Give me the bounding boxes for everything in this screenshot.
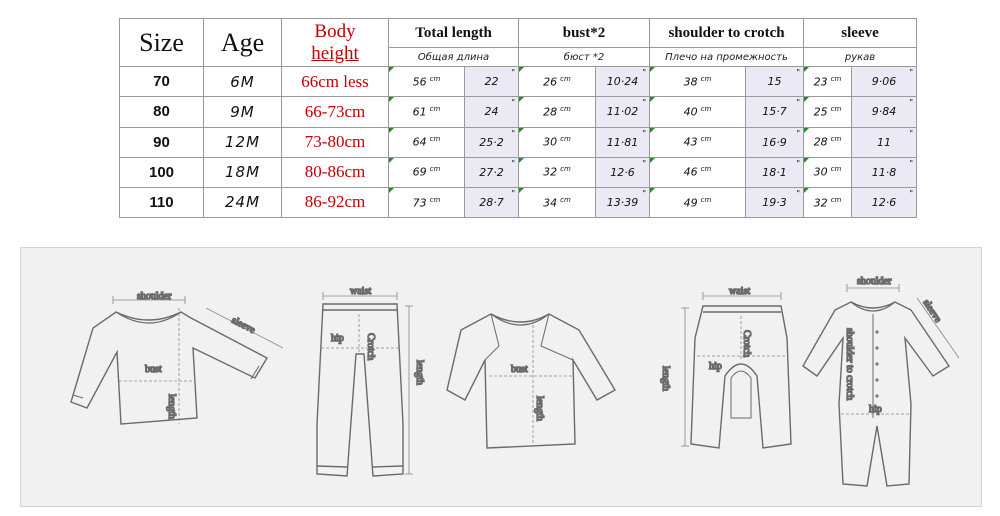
romper-hip-label: hip <box>869 404 882 415</box>
cell-corner-marker <box>389 97 394 102</box>
total-length-cm-value: 64 <box>412 135 427 149</box>
size-cell: 70 <box>120 67 204 97</box>
shoulder-crotch-cm-cell <box>650 157 746 187</box>
cell-corner-marker <box>389 128 394 133</box>
cm-unit: cm <box>560 105 571 114</box>
bust-cm-value: 30 <box>543 135 558 149</box>
inch-mark: " <box>796 128 801 138</box>
sleeve-cm-cell <box>804 67 852 97</box>
size-cell: 110 <box>120 187 204 217</box>
table-row <box>120 97 917 127</box>
inch-mark: " <box>796 98 801 108</box>
inch-mark: " <box>642 68 647 78</box>
shoulder-crotch-cm-value: 49 <box>683 196 698 210</box>
inch-mark: " <box>909 128 914 138</box>
shirt1-bust-label: bust <box>145 364 162 375</box>
shirt1-shoulder-label: shoulder <box>137 291 172 302</box>
bust-cm-value: 34 <box>543 196 558 210</box>
romper-shoulder-crotch-label: shoulder to crotch <box>844 328 855 401</box>
sleeve-inch-cell <box>852 67 917 97</box>
cell-corner-marker <box>804 158 809 163</box>
cell-corner-marker <box>389 67 394 72</box>
total-length-cm-cell <box>389 187 465 217</box>
bust-cm-cell <box>519 127 596 157</box>
pants2-crotch-label: Crotch <box>741 330 752 358</box>
inch-mark: " <box>511 128 516 138</box>
sleeve-cm-value: 28 <box>813 135 828 149</box>
cm-unit: cm <box>700 105 712 114</box>
cm-unit: cm <box>429 135 441 144</box>
total-length-inch-value: 27·2 <box>479 165 504 179</box>
shoulder-crotch-cm-cell <box>650 127 746 157</box>
bust-cm-cell <box>519 67 596 97</box>
bust-subheader: бюст *2 <box>519 48 650 67</box>
total-length-inch-value: 22 <box>484 75 499 89</box>
shirt1-sleeve-label: sleeve <box>229 314 257 337</box>
size-cell: 80 <box>120 97 204 127</box>
shoulder-crotch-cm-cell <box>650 67 746 97</box>
pants2-length-label: length <box>660 366 671 391</box>
cm-unit: cm <box>830 74 842 83</box>
total-length-cm-cell <box>389 127 465 157</box>
age-cell: 9M <box>204 97 282 127</box>
body-height-cell: 66cm less <box>282 67 389 97</box>
shoulder-crotch-inch-value: 19·3 <box>762 195 787 209</box>
inch-mark: " <box>909 158 914 168</box>
inch-mark: " <box>642 98 647 108</box>
body-height-header-line1: Body <box>314 20 356 42</box>
bust-inch-cell <box>596 97 650 127</box>
body-height-header-line2: height <box>311 42 359 64</box>
shoulder-crotch-inch-value: 15·7 <box>762 105 787 119</box>
inch-mark: " <box>511 98 516 108</box>
shoulder-crotch-inch-cell <box>746 97 804 127</box>
sleeve-inch-value: 11·8 <box>871 165 897 179</box>
shoulder-crotch-cm-cell <box>650 97 746 127</box>
cm-unit: cm <box>560 74 571 83</box>
cm-unit: cm <box>429 195 441 204</box>
inch-mark: " <box>511 68 516 78</box>
sleeve-inch-cell <box>852 187 917 217</box>
sleeve-cm-value: 32 <box>813 196 828 210</box>
pants-diagram-1 <box>317 286 425 476</box>
cell-corner-marker <box>804 67 809 72</box>
inch-mark: " <box>796 68 801 78</box>
total-length-subheader: Общая длина <box>389 48 519 67</box>
shoulder-crotch-subheader: Плечо на промежность <box>650 48 804 67</box>
total-length-inch-cell <box>465 187 519 217</box>
total-length-header: Total length <box>389 19 519 48</box>
bust-inch-cell <box>596 67 650 97</box>
cell-corner-marker <box>650 67 655 72</box>
romper-diagram <box>803 276 959 486</box>
body-height-cell: 86-92cm <box>282 187 389 217</box>
total-length-inch-value: 25·2 <box>479 135 504 149</box>
cm-unit: cm <box>700 195 712 204</box>
bust-cm-value: 28 <box>543 105 558 119</box>
total-length-cm-cell <box>389 67 465 97</box>
sleeve-cm-value: 30 <box>813 166 828 180</box>
cell-corner-marker <box>519 128 524 133</box>
shoulder-crotch-inch-value: 18·1 <box>762 165 787 179</box>
shoulder-crotch-header: shoulder to crotch <box>650 19 804 48</box>
sleeve-cm-cell <box>804 157 852 187</box>
body-height-header <box>282 19 389 67</box>
total-length-inch-cell <box>465 157 519 187</box>
shirt2-length-label: length <box>534 396 545 421</box>
cell-corner-marker <box>519 158 524 163</box>
shoulder-crotch-inch-value: 16·9 <box>762 135 787 149</box>
bust-inch-cell <box>596 157 650 187</box>
total-length-inch-cell <box>465 97 519 127</box>
inch-mark: " <box>909 98 914 108</box>
pants2-hip-label: hip <box>709 361 722 372</box>
bust-inch-value: 11·02 <box>606 105 639 119</box>
shirt-diagram-1 <box>71 291 283 424</box>
cm-unit: cm <box>429 105 441 114</box>
bust-inch-cell <box>596 187 650 217</box>
sleeve-inch-value: 12·6 <box>871 195 897 209</box>
garment-diagrams <box>21 248 981 506</box>
bust-cm-cell <box>519 97 596 127</box>
cell-corner-marker <box>519 67 524 72</box>
cell-corner-marker <box>650 128 655 133</box>
cm-unit: cm <box>830 105 842 114</box>
inch-mark: " <box>909 188 914 198</box>
cm-unit: cm <box>830 165 842 174</box>
sleeve-cm-value: 23 <box>813 75 828 89</box>
shoulder-crotch-cm-value: 40 <box>683 105 698 119</box>
inch-mark: " <box>642 158 647 168</box>
inch-mark: " <box>796 158 801 168</box>
table-row <box>120 127 917 157</box>
bust-inch-value: 13·39 <box>606 195 639 209</box>
cm-unit: cm <box>700 135 712 144</box>
cm-unit: cm <box>700 74 712 83</box>
cell-corner-marker <box>804 128 809 133</box>
body-height-cell: 73-80cm <box>282 127 389 157</box>
sleeve-inch-cell <box>852 97 917 127</box>
cm-unit: cm <box>560 195 571 204</box>
total-length-inch-value: 28·7 <box>479 195 504 209</box>
sleeve-cm-cell <box>804 187 852 217</box>
inch-mark: " <box>909 68 914 78</box>
romper-shoulder-label: shoulder <box>857 276 892 287</box>
sleeve-cm-cell <box>804 97 852 127</box>
total-length-inch-cell <box>465 127 519 157</box>
bust-inch-value: 11·81 <box>606 135 639 149</box>
total-length-inch-cell <box>465 67 519 97</box>
total-length-cm-cell <box>389 157 465 187</box>
pants1-crotch-label: Crotch <box>365 333 376 361</box>
shirt2-bust-label: bust <box>511 364 528 375</box>
size-header: Size <box>120 19 204 67</box>
sleeve-cm-value: 25 <box>813 105 828 119</box>
header-row <box>120 19 917 48</box>
body-height-cell: 80-86cm <box>282 157 389 187</box>
sleeve-inch-cell <box>852 157 917 187</box>
body-height-cell: 66-73cm <box>282 97 389 127</box>
bust-cm-cell <box>519 157 596 187</box>
cell-corner-marker <box>650 158 655 163</box>
size-cell: 90 <box>120 127 204 157</box>
shoulder-crotch-cm-value: 38 <box>683 75 698 89</box>
bust-inch-value: 10·24 <box>606 75 639 89</box>
size-chart-table <box>119 18 917 218</box>
pants1-length-label: length <box>414 360 425 385</box>
shoulder-crotch-inch-cell <box>746 187 804 217</box>
shoulder-crotch-inch-cell <box>746 67 804 97</box>
total-length-cm-value: 56 <box>412 75 427 89</box>
cell-corner-marker <box>519 97 524 102</box>
total-length-cm-cell <box>389 97 465 127</box>
age-cell: 24M <box>204 187 282 217</box>
cell-corner-marker <box>389 158 394 163</box>
shirt-diagram-2 <box>447 314 615 448</box>
cm-unit: cm <box>429 165 441 174</box>
age-cell: 6M <box>204 67 282 97</box>
cell-corner-marker <box>389 188 394 193</box>
bust-header: bust*2 <box>519 19 650 48</box>
sleeve-inch-value: 11 <box>877 135 892 149</box>
cm-unit: cm <box>560 135 571 144</box>
inch-mark: " <box>511 158 516 168</box>
cell-corner-marker <box>804 188 809 193</box>
sleeve-inch-value: 9·06 <box>871 75 897 89</box>
shoulder-crotch-cm-cell <box>650 187 746 217</box>
bust-inch-value: 12·6 <box>610 165 635 179</box>
sleeve-cm-cell <box>804 127 852 157</box>
cm-unit: cm <box>830 195 842 204</box>
bust-cm-value: 32 <box>543 166 558 180</box>
sleeve-inch-value: 9·84 <box>871 105 897 119</box>
size-cell: 100 <box>120 157 204 187</box>
inch-mark: " <box>642 128 647 138</box>
inch-mark: " <box>511 188 516 198</box>
inch-mark: " <box>642 188 647 198</box>
pants1-hip-label: hip <box>331 333 344 344</box>
shoulder-crotch-inch-cell <box>746 157 804 187</box>
age-cell: 12M <box>204 127 282 157</box>
romper-sleeve-label: sleeve <box>920 297 944 325</box>
cell-corner-marker <box>804 97 809 102</box>
table-row <box>120 67 917 97</box>
pants2-waist-label: waist <box>729 286 751 297</box>
age-header: Age <box>204 19 282 67</box>
shirt1-length-label: length <box>166 394 177 419</box>
cell-corner-marker <box>519 188 524 193</box>
cm-unit: cm <box>700 165 712 174</box>
cell-corner-marker <box>650 97 655 102</box>
pants-diagram-2 <box>660 286 791 448</box>
sleeve-inch-cell <box>852 127 917 157</box>
sleeve-subheader: рукав <box>804 48 917 67</box>
shoulder-crotch-cm-value: 46 <box>683 166 698 180</box>
shoulder-crotch-cm-value: 43 <box>683 135 698 149</box>
shoulder-crotch-inch-value: 15 <box>767 75 782 89</box>
inch-mark: " <box>796 188 801 198</box>
sleeve-header: sleeve <box>804 19 917 48</box>
bust-cm-value: 26 <box>543 75 558 89</box>
cm-unit: cm <box>830 135 842 144</box>
total-length-inch-value: 24 <box>484 105 499 119</box>
total-length-cm-value: 73 <box>412 196 427 210</box>
bust-cm-cell <box>519 187 596 217</box>
measurement-diagram-panel <box>20 247 982 507</box>
cell-corner-marker <box>650 188 655 193</box>
total-length-cm-value: 61 <box>412 105 427 119</box>
cm-unit: cm <box>429 74 441 83</box>
bust-inch-cell <box>596 127 650 157</box>
age-cell: 18M <box>204 157 282 187</box>
pants1-waist-label: waist <box>350 286 372 297</box>
table-row <box>120 157 917 187</box>
table-row <box>120 187 917 217</box>
cm-unit: cm <box>560 165 571 174</box>
total-length-cm-value: 69 <box>412 166 427 180</box>
shoulder-crotch-inch-cell <box>746 127 804 157</box>
